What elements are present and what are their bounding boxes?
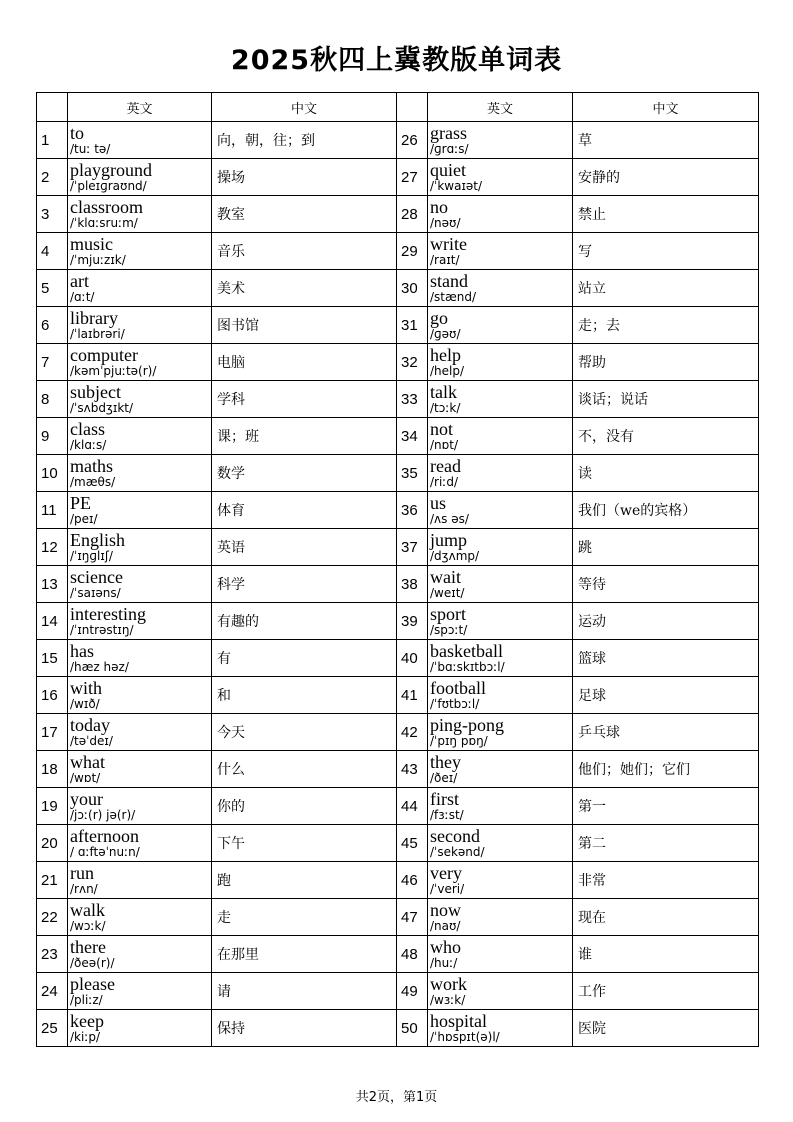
phonetic-transcription: /ˈhɒspɪt(ə)l/ (430, 1030, 500, 1044)
entry-number: 6 (37, 307, 68, 344)
english-cell (68, 751, 212, 788)
english-cell (428, 233, 573, 270)
chinese-meaning: 操场 (212, 159, 397, 196)
chinese-meaning: 有趣的 (212, 603, 397, 640)
english-cell (68, 936, 212, 973)
phonetic-transcription: /spɔːt/ (430, 623, 468, 637)
english-cell (428, 307, 573, 344)
phonetic-transcription: /ˈbɑːskɪtbɔːl/ (430, 660, 505, 674)
header-num-left (37, 93, 68, 122)
chinese-meaning: 跑 (212, 862, 397, 899)
phonetic-transcription: /nɒt/ (430, 438, 459, 452)
english-cell (68, 270, 212, 307)
entry-number: 50 (397, 1010, 428, 1047)
table-row (37, 492, 759, 529)
english-cell (428, 751, 573, 788)
phonetic-transcription: /wɒt/ (70, 771, 101, 785)
table-row (37, 788, 759, 825)
english-word: no (430, 197, 448, 217)
chinese-meaning: 请 (212, 973, 397, 1010)
english-cell (428, 159, 573, 196)
english-word: interesting (70, 604, 146, 624)
english-word: second (430, 826, 480, 846)
english-word: football (430, 678, 486, 698)
chinese-meaning: 站立 (573, 270, 759, 307)
chinese-meaning: 下午 (212, 825, 397, 862)
chinese-meaning: 写 (573, 233, 759, 270)
table-row (37, 825, 759, 862)
phonetic-transcription: /jɔː(r) jə(r)/ (70, 808, 136, 822)
phonetic-transcription: /dʒʌmp/ (430, 549, 480, 563)
english-word: wait (430, 567, 461, 587)
chinese-meaning: 运动 (573, 603, 759, 640)
english-word: has (70, 641, 94, 661)
english-cell (68, 973, 212, 1010)
chinese-meaning: 我们（we的宾格） (573, 492, 759, 529)
chinese-meaning: 教室 (212, 196, 397, 233)
chinese-meaning: 读 (573, 455, 759, 492)
english-cell (428, 492, 573, 529)
chinese-meaning: 保持 (212, 1010, 397, 1047)
table-row (37, 677, 759, 714)
table-row (37, 381, 759, 418)
phonetic-transcription: /huː/ (430, 956, 458, 970)
english-cell (428, 566, 573, 603)
entry-number: 37 (397, 529, 428, 566)
phonetic-transcription: /ˈsaɪəns/ (70, 586, 121, 600)
english-cell (428, 936, 573, 973)
entry-number: 17 (37, 714, 68, 751)
phonetic-transcription: /ˈɪŋɡlɪʃ/ (70, 549, 113, 563)
english-cell (68, 307, 212, 344)
chinese-meaning: 电脑 (212, 344, 397, 381)
chinese-meaning: 美术 (212, 270, 397, 307)
english-cell (428, 899, 573, 936)
english-word: hospital (430, 1011, 487, 1031)
phonetic-transcription: /ˈsekənd/ (430, 845, 485, 859)
english-word: not (430, 419, 454, 439)
chinese-meaning: 在那里 (212, 936, 397, 973)
entry-number: 12 (37, 529, 68, 566)
chinese-meaning: 课；班 (212, 418, 397, 455)
table-row (37, 603, 759, 640)
entry-number: 8 (37, 381, 68, 418)
chinese-meaning: 谁 (573, 936, 759, 973)
english-cell (428, 714, 573, 751)
entry-number: 36 (397, 492, 428, 529)
table-row (37, 122, 759, 159)
entry-number: 45 (397, 825, 428, 862)
phonetic-transcription: /ðeɪ/ (430, 771, 458, 785)
english-word: English (70, 530, 126, 550)
entry-number: 15 (37, 640, 68, 677)
chinese-meaning: 不，没有 (573, 418, 759, 455)
chinese-meaning: 草 (573, 122, 759, 159)
english-word: please (70, 974, 115, 994)
entry-number: 24 (37, 973, 68, 1010)
entry-number: 33 (397, 381, 428, 418)
entry-number: 3 (37, 196, 68, 233)
english-cell (68, 899, 212, 936)
english-cell (68, 603, 212, 640)
english-cell (68, 492, 212, 529)
table-row (37, 1010, 759, 1047)
entry-number: 4 (37, 233, 68, 270)
table-header-row (37, 93, 759, 122)
table-row (37, 566, 759, 603)
entry-number: 31 (397, 307, 428, 344)
english-word: walk (70, 900, 105, 920)
english-cell (428, 677, 573, 714)
header-chinese-right: 中文 (573, 93, 759, 122)
header-english-left: 英文 (68, 93, 212, 122)
english-cell (68, 233, 212, 270)
phonetic-transcription: /ˈpleɪɡraʊnd/ (70, 179, 147, 193)
phonetic-transcription: /ˈfʊtbɔːl/ (430, 697, 480, 711)
chinese-meaning: 数学 (212, 455, 397, 492)
english-cell (68, 1010, 212, 1047)
phonetic-transcription: /wɪð/ (70, 697, 100, 711)
english-cell (68, 640, 212, 677)
table-row (37, 196, 759, 233)
english-word: maths (70, 456, 113, 476)
english-cell (68, 788, 212, 825)
chinese-meaning: 非常 (573, 862, 759, 899)
english-word: sport (430, 604, 466, 624)
phonetic-transcription: /təˈdeɪ/ (70, 734, 113, 748)
english-word: run (70, 863, 94, 883)
phonetic-transcription: /fɜːst/ (430, 808, 464, 822)
chinese-meaning: 学科 (212, 381, 397, 418)
entry-number: 25 (37, 1010, 68, 1047)
english-cell (428, 344, 573, 381)
english-word: today (70, 715, 110, 735)
entry-number: 5 (37, 270, 68, 307)
chinese-meaning: 英语 (212, 529, 397, 566)
english-word: quiet (430, 160, 466, 180)
chinese-meaning: 医院 (573, 1010, 759, 1047)
chinese-meaning: 现在 (573, 899, 759, 936)
phonetic-transcription: /tɔːk/ (430, 401, 461, 415)
phonetic-transcription: /wɜːk/ (430, 993, 466, 1007)
english-cell (428, 1010, 573, 1047)
chinese-meaning: 科学 (212, 566, 397, 603)
chinese-meaning: 今天 (212, 714, 397, 751)
english-cell (428, 270, 573, 307)
table-row (37, 862, 759, 899)
entry-number: 20 (37, 825, 68, 862)
english-cell (428, 122, 573, 159)
chinese-meaning: 走 (212, 899, 397, 936)
english-cell (68, 122, 212, 159)
phonetic-transcription: /naʊ/ (430, 919, 461, 933)
phonetic-transcription: /stænd/ (430, 290, 477, 304)
table-body (37, 122, 759, 1047)
table-row (37, 751, 759, 788)
chinese-meaning: 第一 (573, 788, 759, 825)
phonetic-transcription: /ˈkwaɪət/ (430, 179, 483, 193)
english-word: they (430, 752, 461, 772)
page-footer: 共2页，第1页 (355, 1090, 438, 1105)
entry-number: 41 (397, 677, 428, 714)
phonetic-transcription: /riːd/ (430, 475, 459, 489)
phonetic-transcription: /ˈveri/ (430, 882, 465, 896)
table-row (37, 159, 759, 196)
table-row (37, 270, 759, 307)
entry-number: 9 (37, 418, 68, 455)
entry-number: 48 (397, 936, 428, 973)
english-word: help (430, 345, 461, 365)
english-word: afternoon (70, 826, 139, 846)
chinese-meaning: 谈话；说话 (573, 381, 759, 418)
english-cell (68, 566, 212, 603)
entry-number: 10 (37, 455, 68, 492)
phonetic-transcription: /weɪt/ (430, 586, 465, 600)
entry-number: 14 (37, 603, 68, 640)
phonetic-transcription: /ˈpɪŋ pɒŋ/ (430, 734, 488, 748)
entry-number: 27 (397, 159, 428, 196)
english-word: subject (70, 382, 121, 402)
entry-number: 35 (397, 455, 428, 492)
entry-number: 23 (37, 936, 68, 973)
english-word: science (70, 567, 123, 587)
phonetic-transcription: /kəmˈpjuːtə(r)/ (70, 364, 157, 378)
entry-number: 46 (397, 862, 428, 899)
english-word: there (70, 937, 106, 957)
chinese-meaning: 图书馆 (212, 307, 397, 344)
english-cell (68, 529, 212, 566)
entry-number: 16 (37, 677, 68, 714)
english-cell (428, 862, 573, 899)
english-word: us (430, 493, 447, 513)
phonetic-transcription: /peɪ/ (70, 512, 98, 526)
header-chinese-left: 中文 (212, 93, 397, 122)
chinese-meaning: 等待 (573, 566, 759, 603)
english-word: keep (70, 1011, 104, 1031)
english-cell (428, 455, 573, 492)
entry-number: 44 (397, 788, 428, 825)
chinese-meaning: 向，朝，往；到 (212, 122, 397, 159)
phonetic-transcription: /ˈmjuːzɪk/ (70, 253, 126, 267)
english-word: very (430, 863, 462, 883)
table-row (37, 973, 759, 1010)
english-word: computer (70, 345, 138, 365)
phonetic-transcription: /ɑːt/ (70, 290, 95, 304)
table-row (37, 899, 759, 936)
english-cell (428, 196, 573, 233)
table-row (37, 344, 759, 381)
phonetic-transcription: /pliːz/ (70, 993, 103, 1007)
english-cell (68, 825, 212, 862)
english-word: to (70, 123, 85, 143)
entry-number: 29 (397, 233, 428, 270)
english-word: read (430, 456, 461, 476)
entry-number: 30 (397, 270, 428, 307)
phonetic-transcription: /kiːp/ (70, 1030, 101, 1044)
phonetic-transcription: /mæθs/ (70, 475, 116, 489)
entry-number: 40 (397, 640, 428, 677)
english-cell (428, 788, 573, 825)
english-word: basketball (430, 641, 503, 661)
english-cell (68, 418, 212, 455)
english-word: stand (430, 271, 468, 291)
table-row (37, 307, 759, 344)
english-cell (68, 677, 212, 714)
page-title: 2025秋四上冀教版单词表 (230, 45, 563, 76)
chinese-meaning: 你的 (212, 788, 397, 825)
table-row (37, 714, 759, 751)
phonetic-transcription: /ðeə(r)/ (70, 956, 115, 970)
chinese-meaning: 足球 (573, 677, 759, 714)
entry-number: 42 (397, 714, 428, 751)
english-word: work (430, 974, 467, 994)
entry-number: 32 (397, 344, 428, 381)
header-english-right: 英文 (428, 93, 573, 122)
english-word: PE (70, 493, 92, 513)
english-cell (68, 714, 212, 751)
english-word: what (70, 752, 105, 772)
english-word: who (430, 937, 461, 957)
english-cell (68, 159, 212, 196)
chinese-meaning: 音乐 (212, 233, 397, 270)
english-word: music (70, 234, 113, 254)
english-word: grass (430, 123, 467, 143)
phonetic-transcription: /rʌn/ (70, 882, 98, 896)
english-word: ping-pong (430, 715, 504, 735)
chinese-meaning: 他们；她们；它们 (573, 751, 759, 788)
english-word: library (70, 308, 118, 328)
entry-number: 47 (397, 899, 428, 936)
vocabulary-table (36, 92, 759, 1047)
entry-number: 22 (37, 899, 68, 936)
chinese-meaning: 走；去 (573, 307, 759, 344)
phonetic-transcription: /ɡəʊ/ (430, 327, 461, 341)
phonetic-transcription: /ɡrɑːs/ (430, 142, 469, 156)
english-word: now (430, 900, 461, 920)
table-row (37, 418, 759, 455)
english-cell (68, 862, 212, 899)
english-cell (428, 973, 573, 1010)
phonetic-transcription: /ˈɪntrəstɪŋ/ (70, 623, 134, 637)
entry-number: 2 (37, 159, 68, 196)
entry-number: 28 (397, 196, 428, 233)
english-word: class (70, 419, 105, 439)
entry-number: 26 (397, 122, 428, 159)
chinese-meaning: 禁止 (573, 196, 759, 233)
phonetic-transcription: /ʌs əs/ (430, 512, 469, 526)
english-cell (428, 640, 573, 677)
english-word: with (70, 678, 103, 698)
entry-number: 19 (37, 788, 68, 825)
chinese-meaning: 什么 (212, 751, 397, 788)
english-word: classroom (70, 197, 143, 217)
phonetic-transcription: / ɑːftəˈnuːn/ (70, 845, 140, 859)
english-word: art (70, 271, 89, 291)
phonetic-transcription: /help/ (430, 364, 465, 378)
entry-number: 39 (397, 603, 428, 640)
chinese-meaning: 跳 (573, 529, 759, 566)
english-word: go (430, 308, 448, 328)
entry-number: 13 (37, 566, 68, 603)
table-row (37, 640, 759, 677)
phonetic-transcription: /wɔːk/ (70, 919, 106, 933)
chinese-meaning: 篮球 (573, 640, 759, 677)
phonetic-transcription: /raɪt/ (430, 253, 460, 267)
entry-number: 49 (397, 973, 428, 1010)
english-word: playground (70, 160, 152, 180)
english-cell (428, 825, 573, 862)
phonetic-transcription: /klɑːs/ (70, 438, 107, 452)
english-cell (428, 603, 573, 640)
phonetic-transcription: /hæz həz/ (70, 660, 129, 674)
english-word: first (430, 789, 459, 809)
chinese-meaning: 第二 (573, 825, 759, 862)
table-row (37, 936, 759, 973)
chinese-meaning: 安静的 (573, 159, 759, 196)
english-cell (428, 381, 573, 418)
chinese-meaning: 工作 (573, 973, 759, 1010)
chinese-meaning: 体育 (212, 492, 397, 529)
entry-number: 21 (37, 862, 68, 899)
phonetic-transcription: /tuː tə/ (70, 142, 111, 156)
entry-number: 11 (37, 492, 68, 529)
entry-number: 38 (397, 566, 428, 603)
header-num-right (397, 93, 428, 122)
phonetic-transcription: /ˈsʌbdʒɪkt/ (70, 401, 134, 415)
phonetic-transcription: /ˈklɑːsruːm/ (70, 216, 138, 230)
chinese-meaning: 乒乓球 (573, 714, 759, 751)
table-row (37, 455, 759, 492)
english-cell (428, 529, 573, 566)
entry-number: 34 (397, 418, 428, 455)
english-word: write (430, 234, 467, 254)
chinese-meaning: 有 (212, 640, 397, 677)
english-word: your (70, 789, 103, 809)
entry-number: 7 (37, 344, 68, 381)
table-row (37, 529, 759, 566)
english-word: jump (430, 530, 468, 550)
chinese-meaning: 帮助 (573, 344, 759, 381)
english-word: talk (430, 382, 457, 402)
entry-number: 18 (37, 751, 68, 788)
english-cell (68, 344, 212, 381)
english-cell (68, 381, 212, 418)
table-row (37, 233, 759, 270)
english-cell (68, 455, 212, 492)
chinese-meaning: 和 (212, 677, 397, 714)
entry-number: 43 (397, 751, 428, 788)
english-cell (68, 196, 212, 233)
phonetic-transcription: /ˈlaɪbrəri/ (70, 327, 125, 341)
phonetic-transcription: /nəʊ/ (430, 216, 461, 230)
english-cell (428, 418, 573, 455)
entry-number: 1 (37, 122, 68, 159)
